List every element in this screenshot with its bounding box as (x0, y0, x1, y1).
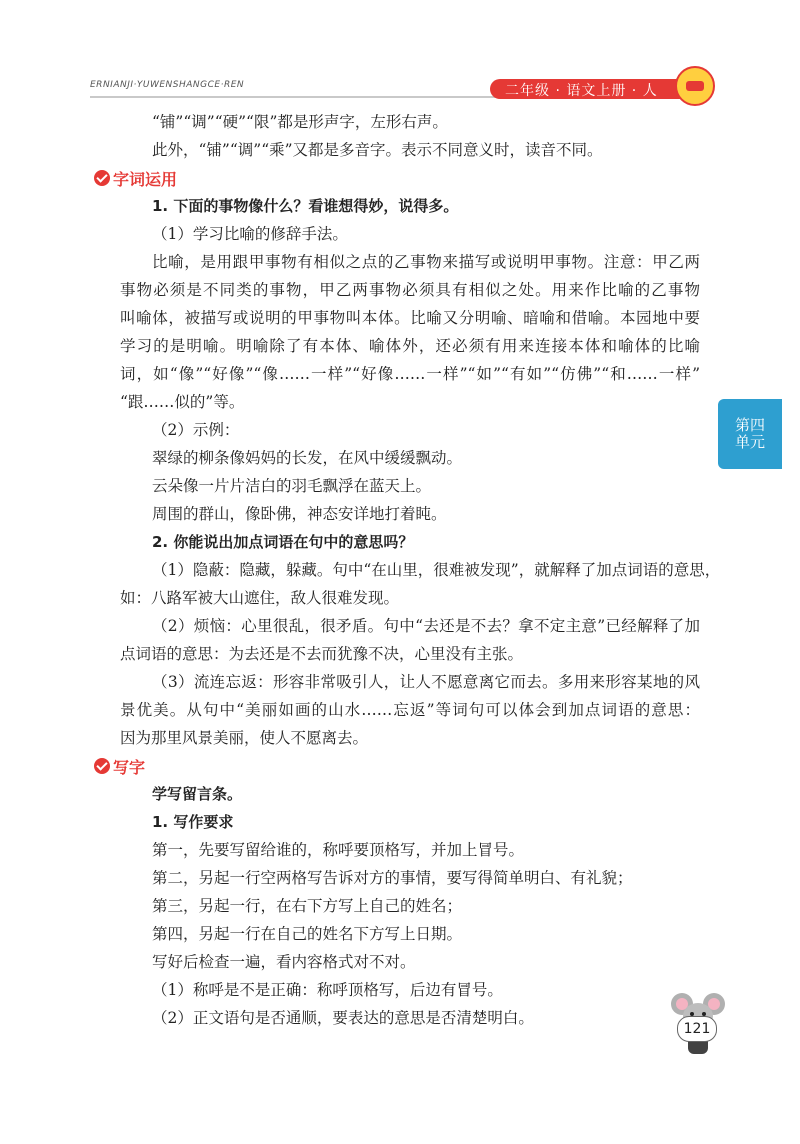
text-line: 周围的群山，像卧佛，神态安详地打着盹。 (152, 505, 447, 523)
text-line: 翠绿的柳条像妈妈的长发，在风中缓缓飘动。 (152, 449, 463, 467)
text-line: 第一，先要写留给谁的，称呼要顶格写，并加上冒号。 (152, 841, 525, 859)
text-line: 第三，另起一行，在右下方写上自己的姓名； (152, 897, 463, 915)
unit-side-tab (718, 399, 782, 469)
section-heading-label: 字词运用 (113, 169, 178, 189)
section-heading-label: 写字 (113, 757, 146, 777)
text-line: 因为那里风景美丽，使人不愿离去。 (120, 729, 369, 747)
text-line: （2）烦恼：心里很乱，很矛盾。句中“去还是不去？拿不定主意”已经解释了加 (152, 617, 700, 635)
text-line: 学习的是明喻。明喻除了有本体、喻体外，还必须有用来连接本体和喻体的比喻 (120, 337, 700, 355)
text-line: 比喻，是用跟甲事物有相似之点的乙事物来描写或说明甲事物。注意：甲乙两 (152, 253, 700, 271)
text-line: 此外，“铺”“调”“乘”又都是多音字。表示不同意义时，读音不同。 (152, 141, 603, 159)
section-heading (94, 752, 700, 780)
text-line: （1）学习比喻的修辞手法。 (152, 225, 348, 243)
section-heading (94, 164, 700, 192)
text-line: 词，如“像”“好像”“像……一样”“好像……一样”“如”“有如”“仿佛”“和……一样” (120, 365, 700, 383)
check-icon (94, 170, 110, 186)
header-pinyin-title: ERNIANJI·YUWENSHANGCE·REN (90, 80, 245, 90)
unit-tab-line-1: 第四 (734, 416, 765, 434)
unit-tab-line-2: 单元 (734, 433, 765, 451)
publisher-badge-icon (675, 66, 715, 106)
text-line: （2）示例： (152, 421, 240, 439)
text-line: 叫喻体，被描写或说明的甲事物叫本体。比喻又分明喻、暗喻和借喻。本园地中要 (120, 309, 700, 327)
text-line: 如：八路军被大山遮住，敌人很难发现。 (120, 589, 400, 607)
text-line: 第四，另起一行在自己的姓名下方写上日期。 (152, 925, 463, 943)
text-line: （3）流连忘返：形容非常吸引人，让人不愿意离它而去。多用来形容某地的风 (152, 673, 700, 691)
text-line: 点词语的意思：为去还是不去而犹豫不决，心里没有主张。 (120, 645, 524, 663)
text-line: 云朵像一片片洁白的羽毛飘浮在蓝天上。 (152, 477, 432, 495)
text-line: 第二，另起一行空两格写告诉对方的事情，要写得简单明白、有礼貌； (152, 869, 633, 887)
text-line: “铺”“调”“硬”“限”都是形声字，左形右声。 (152, 113, 448, 131)
question-heading: 1. 写作要求 (152, 813, 234, 831)
text-line: （1）称呼是不是正确：称呼顶格写，后边有冒号。 (152, 981, 503, 999)
question-heading: 1. 下面的事物像什么？看谁想得妙，说得多。 (152, 197, 459, 215)
text-line: （2）正文语句是否通顺，要表达的意思是否清楚明白。 (152, 1009, 534, 1027)
page-number: 121 (677, 1016, 717, 1042)
check-icon (94, 758, 110, 774)
header-book-title: 二年级 · 语文上册 · 人 (505, 83, 658, 99)
text-line: 写好后检查一遍，看内容格式对不对。 (152, 953, 416, 971)
text-line: 事物必须是不同类的事物，甲乙两事物必须具有相似之处。用来作比喻的乙事物 (120, 281, 700, 299)
text-line: （1）隐蔽：隐藏，躲藏。句中“在山里，很难被发现”，就解释了加点词语的意思， (152, 561, 721, 579)
text-line: 景优美。从句中“美丽如画的山水……忘返”等词句可以体会到加点词语的意思： (120, 701, 700, 719)
text-line: “跟……似的”等。 (120, 393, 245, 411)
question-heading: 学写留言条。 (152, 785, 243, 803)
question-heading: 2. 你能说出加点词语在句中的意思吗？ (152, 533, 414, 551)
